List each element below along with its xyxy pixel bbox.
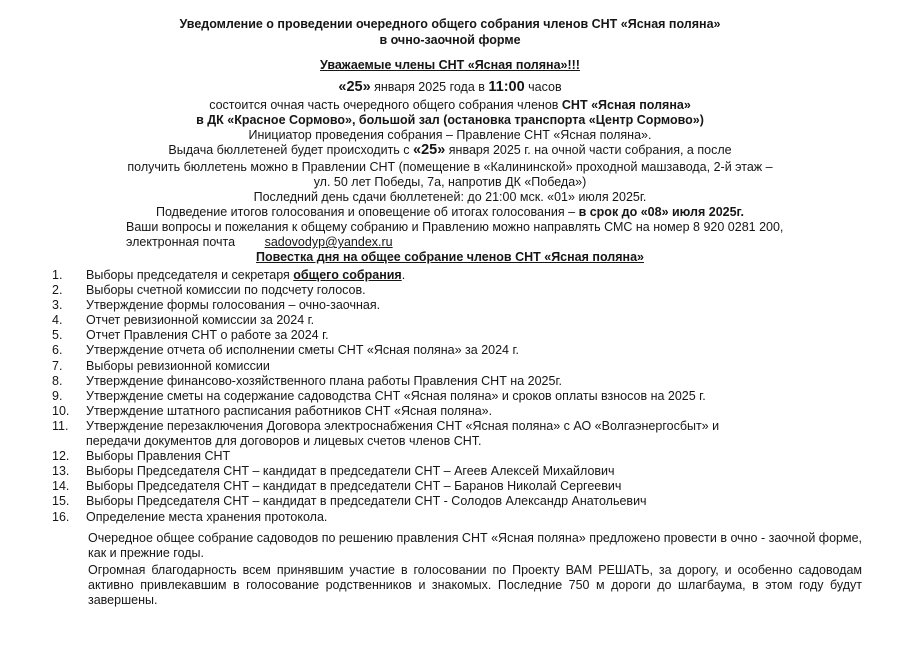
- agenda-item-text: Отчет ревизионной комиссии за 2024 г.: [86, 313, 315, 328]
- agenda-item: [52, 449, 719, 464]
- agenda-item-text: Выборы счетной комиссии по подсчету голосов.: [86, 283, 366, 298]
- results-text: Подведение итогов голосования и оповещение об итогах голосования –: [155, 205, 579, 219]
- agenda-item: [52, 268, 719, 283]
- agenda-item-text: Утверждение финансово-хозяйственного плана работы Правления СНТ на 2025г.: [86, 373, 562, 388]
- agenda-item: [52, 313, 719, 328]
- agenda-item: [52, 298, 719, 313]
- agenda-item-continuation: передачи документов для договоров и лицевых счетов членов СНТ.: [86, 434, 482, 449]
- agenda-item-number: 11.: [52, 418, 69, 433]
- agenda-item-text: Утверждение штатного расписания работников СНТ «Ясная поляна».: [86, 403, 493, 418]
- agenda-item-number: 9.: [52, 388, 63, 403]
- agenda-item: [52, 359, 719, 374]
- agenda-item-text: Определение места хранения протокола.: [86, 509, 328, 524]
- agenda-item-number: 1.: [52, 268, 63, 282]
- ballot-day: «25»: [413, 142, 446, 158]
- agenda-list: [52, 268, 719, 525]
- agenda-item-text: Выборы Председателя СНТ – кандидат в председатели СНТ – Агеев Алексей Михайлович: [86, 464, 615, 479]
- agenda-item-number: 2.: [52, 283, 63, 298]
- questions-line: Ваши вопросы и пожелания к общему собранию и Правлению можно направлять СМС на номер 8 920 0281 200,: [126, 220, 784, 234]
- agenda-item: [52, 343, 719, 358]
- ballot-text-post: января 2025 г. на очной части собрания, а после: [445, 143, 732, 157]
- meeting-day: «25»: [338, 79, 371, 95]
- ballot-line-2: получить бюллетень можно в Правлении СНТ (помещение в «Калининской» проходной машзавода, 2-й этаж –: [127, 160, 773, 174]
- agenda-item-number: 3.: [52, 298, 63, 313]
- meeting-time: 11:00: [488, 79, 525, 95]
- agenda-item: [52, 510, 719, 525]
- agenda-item-text: Выборы Председателя СНТ – кандидат в председатели СНТ - Солодов Александр Анатольевич: [86, 494, 647, 509]
- agenda-item: [52, 374, 719, 389]
- results-deadline: в срок до «08» июля 2025г.: [578, 205, 744, 219]
- greeting: Уважаемые члены СНТ «Ясная поляна»!!!: [320, 58, 580, 72]
- agenda-item-text: Отчет Правления СНТ о работе за 2024 г.: [86, 328, 329, 343]
- meeting-line-text: состоится очная часть очередного общего собрания членов: [209, 98, 562, 112]
- closing-paragraph-2: Огромная благодарность всем принявшим участие в голосовании по Проекту ВАМ РЕШАТЬ, за дорогу, и особенно садоводам активно привлекавшим в голосование родственников и знакомых. Последние 750 м дороги до шлагбаума, в этом году будут завершены.: [88, 563, 862, 607]
- agenda-item: [52, 389, 719, 404]
- agenda-item: [52, 419, 719, 449]
- notice-title: Уведомление о проведении очередного общего собрания членов СНТ «Ясная поляна»: [179, 17, 721, 31]
- agenda-item-text: Утверждение сметы на содержание садоводства СНТ «Ясная поляна» и сроков оплаты взносов на 2025 г.: [86, 388, 706, 403]
- agenda-item-number: 5.: [52, 328, 63, 343]
- agenda-item-tail: .: [401, 268, 406, 282]
- meeting-location: в ДК «Красное Сормово», большой зал (остановка транспорта «Центр Сормово»): [196, 113, 704, 127]
- agenda-item-text: Утверждение отчета об исполнении сметы СНТ «Ясная поляна» за 2024 г.: [86, 343, 519, 358]
- agenda-item-text: Выборы Правления СНТ: [86, 449, 231, 464]
- agenda-item: [52, 328, 719, 343]
- meeting-line-snt: СНТ «Ясная поляна»: [561, 98, 691, 112]
- agenda-item-text: Утверждение перезаключения Договора электроснабжения СНТ «Ясная поляна» с АО «Волгаэнергосбыт» и: [86, 418, 720, 433]
- agenda-item-emphasis: общего собрания: [293, 268, 402, 282]
- agenda-item-number: 15.: [52, 494, 70, 509]
- email-link[interactable]: sadovodyp@yandex.ru: [264, 235, 393, 249]
- agenda-item-number: 12.: [52, 449, 70, 464]
- agenda-item-number: 7.: [52, 358, 63, 373]
- agenda-item-text: Выборы Председателя СНТ – кандидат в председатели СНТ – Баранов Николай Сергеевич: [86, 479, 622, 494]
- agenda-item-number: 14.: [52, 479, 70, 494]
- agenda-item-number: 4.: [52, 313, 63, 328]
- agenda-item-number: 13.: [52, 464, 70, 479]
- agenda-item-number: 10.: [52, 403, 70, 418]
- agenda-item-number: 8.: [52, 373, 63, 388]
- notice-subtitle: в очно-заочной форме: [379, 33, 521, 47]
- agenda-item-number: 6.: [52, 343, 63, 358]
- meeting-initiator: Инициатор проведения собрания – Правление СНТ «Ясная поляна».: [248, 128, 652, 142]
- ballot-deadline: Последний день сдачи бюллетеней: до 21:00 мск. «01» июля 2025г.: [253, 190, 647, 204]
- agenda-item-text: Утверждение формы голосования – очно-заочная.: [86, 298, 381, 313]
- closing-paragraph-1: Очередное общее собрание садоводов по решению правления СНТ «Ясная поляна» предложено провести в очно - заочной форме, как и прежние годы.: [88, 531, 862, 560]
- meeting-time-suffix: часов: [524, 80, 562, 94]
- agenda-item-text: Выборы ревизионной комиссии: [86, 358, 270, 373]
- meeting-date-line: [0, 79, 900, 96]
- agenda-item: [52, 404, 719, 419]
- ballot-line: [0, 142, 900, 159]
- agenda-title: Повестка дня на общее собрание членов СНТ «Ясная поляна»: [256, 250, 644, 264]
- agenda-item-text: Выборы председателя и секретаря: [86, 268, 294, 282]
- meeting-date-rest: января 2025 года в: [370, 80, 489, 94]
- email-label: электронная почта: [126, 235, 236, 249]
- agenda-item: [52, 464, 719, 479]
- results-line: [0, 205, 900, 220]
- agenda-item: [52, 479, 719, 494]
- agenda-item: [52, 283, 719, 298]
- ballot-line-3: ул. 50 лет Победы, 7а, напротив ДК «Победа»): [313, 175, 587, 189]
- agenda-item: [52, 494, 719, 509]
- email-line: [126, 235, 393, 250]
- ballot-text-pre: Выдача бюллетеней будет происходить с: [168, 143, 414, 157]
- meeting-line: [0, 98, 900, 113]
- agenda-item-number: 16.: [52, 509, 70, 524]
